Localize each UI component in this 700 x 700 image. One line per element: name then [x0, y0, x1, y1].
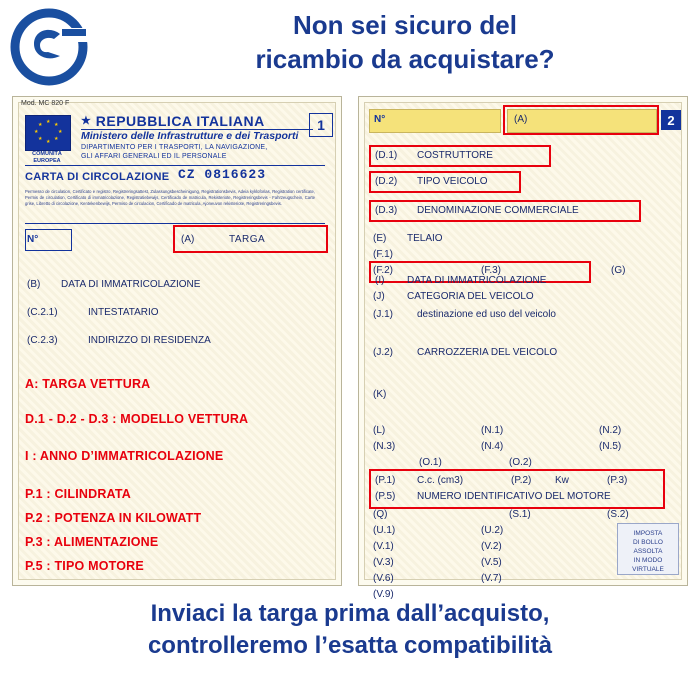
field-b-code: (B) [27, 279, 41, 290]
field-b-label: DATA DI IMMATRICOLAZIONE [61, 279, 201, 290]
footer-line-1: Inviaci la targa prima dall’acquisto, [150, 600, 550, 627]
field-a-right: (A) [514, 114, 528, 125]
field-d3-label: DENOMINAZIONE COMMERCIALE [417, 205, 579, 216]
bottom-r0-c0: (Q) [373, 509, 388, 520]
field-c23-code: (C.2.3) [27, 335, 58, 346]
field-d2-label: TIPO VEICOLO [417, 176, 488, 187]
grid-r1-c0: (N.3) [373, 441, 396, 452]
annotation-targa: A: TARGA VETTURA [25, 377, 151, 391]
field-g-code: (G) [611, 265, 626, 276]
bottom-r1-c1: (U.2) [481, 525, 504, 536]
field-j1-code: (J.1) [373, 309, 393, 320]
grid-r1-c2: (N.5) [599, 441, 622, 452]
field-a-label: TARGA [229, 234, 266, 245]
footer-line-2: controlleremo l’esatta compatibilità [147, 632, 553, 659]
annotation-modello: D.1 - D.2 - D.3 : MODELLO VETTURA [25, 412, 249, 426]
stamp-line-4: IN MODO [633, 557, 663, 564]
stamp-line-5: VIRTUALE [632, 566, 664, 573]
field-p2-label: Kw [555, 475, 569, 486]
grid-r0-c2: (N.2) [599, 425, 622, 436]
field-i-label: DATA DI IMMATRICOLAZIONE [407, 275, 547, 286]
annotation-potenza: P.2 : POTENZA IN KILOWATT [25, 511, 202, 525]
field-d1-code: (D.1) [375, 150, 398, 161]
eu-flag-label: COMUNITÀ EUROPEA [32, 151, 62, 164]
bottom-r1-c0: (U.1) [373, 525, 396, 536]
field-f2-code: (F.2) [373, 265, 393, 276]
field-p5-label: NUMERO IDENTIFICATIVO DEL MOTORE [417, 491, 611, 502]
annotation-alimentazione: P.3 : ALIMENTAZIONE [25, 535, 159, 549]
field-a-code: (A) [181, 234, 195, 245]
document-code: CZ 0816623 [178, 167, 267, 182]
page-title [120, 8, 690, 76]
bottom-r0-c2: (S.2) [607, 509, 629, 520]
field-p1-label: C.c. (cm3) [417, 475, 464, 486]
star-icon: ★ [81, 115, 92, 127]
bottom-r3-c1: (V.5) [481, 557, 502, 568]
bottom-r5-c0: (V.9) [373, 589, 394, 600]
microtext-legal: Permesso de circulation, Certificato e registro, Registreringsattest, Zulassungsbescheinigung, Registrationsbevis, Adeia kykloforias, Registration certificate, Permis de circulation, Certificato di immatricolazione, Registratiebewijs, Certificado de matricula, Rekisteriote, Registreringsbevis - Fahrzeugschein, Carte grise, Libretto di circolazione, Kentekenbewijs, Permiso de circulacion, Certificado de matricula, Ajoneuvon rekisteriote, Registreringsbevis. [25, 189, 315, 206]
field-j2-label: CARROZZERIA DEL VEICOLO [417, 347, 558, 358]
bottom-r0-c1: (S.1) [509, 509, 531, 520]
brand-logo-icon [10, 8, 88, 86]
field-d3-code: (D.3) [375, 205, 398, 216]
field-j1-label: destinazione ed uso del veicolo [417, 309, 556, 320]
stamp-line-1: IMPOSTA [633, 530, 663, 537]
stamp-line-2: DI BOLLO [633, 539, 663, 546]
bottom-r4-c1: (V.7) [481, 573, 502, 584]
republic-label: REPUBBLICA ITALIANA [95, 113, 265, 129]
field-p3-code: (P.3) [607, 475, 628, 486]
numero-box-left [25, 229, 72, 251]
field-c21-label: INTESTATARIO [88, 307, 159, 318]
annotation-anno: I : ANNO D’IMMATRICOLAZIONE [25, 449, 224, 463]
field-f1-code: (F.1) [373, 249, 393, 260]
mod-code: Mod. MC 820 F [21, 100, 70, 107]
bottom-r4-c0: (V.6) [373, 573, 394, 584]
vehicle-registration-page-1 [12, 96, 342, 586]
bottom-r3-c0: (V.3) [373, 557, 394, 568]
document-title: CARTA DI CIRCOLAZIONE [25, 171, 170, 183]
field-p5-code: (P.5) [375, 491, 396, 502]
field-p2-code: (P.2) [511, 475, 532, 486]
eu-flag-icon: ★ ★ ★ ★ ★ ★ ★ ★ [25, 115, 71, 151]
page-number-1: 1 [309, 113, 333, 137]
field-d1-label: COSTRUTTORE [417, 150, 493, 161]
page-number-2: 2 [661, 110, 681, 130]
field-i-code: (I) [375, 275, 385, 286]
field-e-label: TELAIO [407, 233, 443, 244]
field-e-code: (E) [373, 233, 387, 244]
header-line-1: Non sei sicuro del [293, 10, 517, 40]
grid-r1-c1: (N.4) [481, 441, 504, 452]
field-k-code: (K) [373, 389, 387, 400]
header-line-2: ricambio da acquistare? [255, 44, 555, 74]
grid-r2-c0: (O.1) [419, 457, 442, 468]
grid-r0-c1: (N.1) [481, 425, 504, 436]
field-c23-label: INDIRIZZO DI RESIDENZA [88, 335, 211, 346]
department-line-2: GLI AFFARI GENERALI ED IL PERSONALE [81, 153, 227, 160]
annotation-cilindrata: P.1 : CILINDRATA [25, 487, 131, 501]
field-f3-code: (F.3) [481, 265, 501, 276]
bottom-r2-c1: (V.2) [481, 541, 502, 552]
field-c21-code: (C.2.1) [27, 307, 58, 318]
field-d2-code: (D.2) [375, 176, 398, 187]
field-p1-code: (P.1) [375, 475, 396, 486]
field-j-label: CATEGORIA DEL VEICOLO [407, 291, 534, 302]
grid-r2-c1: (O.2) [509, 457, 532, 468]
field-numero-right: N° [374, 114, 386, 125]
republic-title [81, 113, 265, 129]
stamp-line-3: ASSOLTA [633, 548, 663, 555]
department-line-1: DIPARTIMENTO PER I TRASPORTI, LA NAVIGAZIONE, [81, 144, 268, 151]
footer-callout [0, 598, 700, 662]
field-j-code: (J) [373, 291, 385, 302]
ministry-label: Ministero delle Infrastrutture e dei Trasporti [81, 130, 299, 142]
bottom-r2-c0: (V.1) [373, 541, 394, 552]
tax-stamp-box [617, 523, 679, 575]
grid-r0-c0: (L) [373, 425, 386, 436]
vehicle-registration-page-2 [358, 96, 688, 600]
numero-yellow-field [369, 109, 501, 133]
field-numero-left: N° [27, 234, 39, 245]
annotation-motore: P.5 : TIPO MOTORE [25, 559, 144, 573]
field-j2-code: (J.2) [373, 347, 393, 358]
